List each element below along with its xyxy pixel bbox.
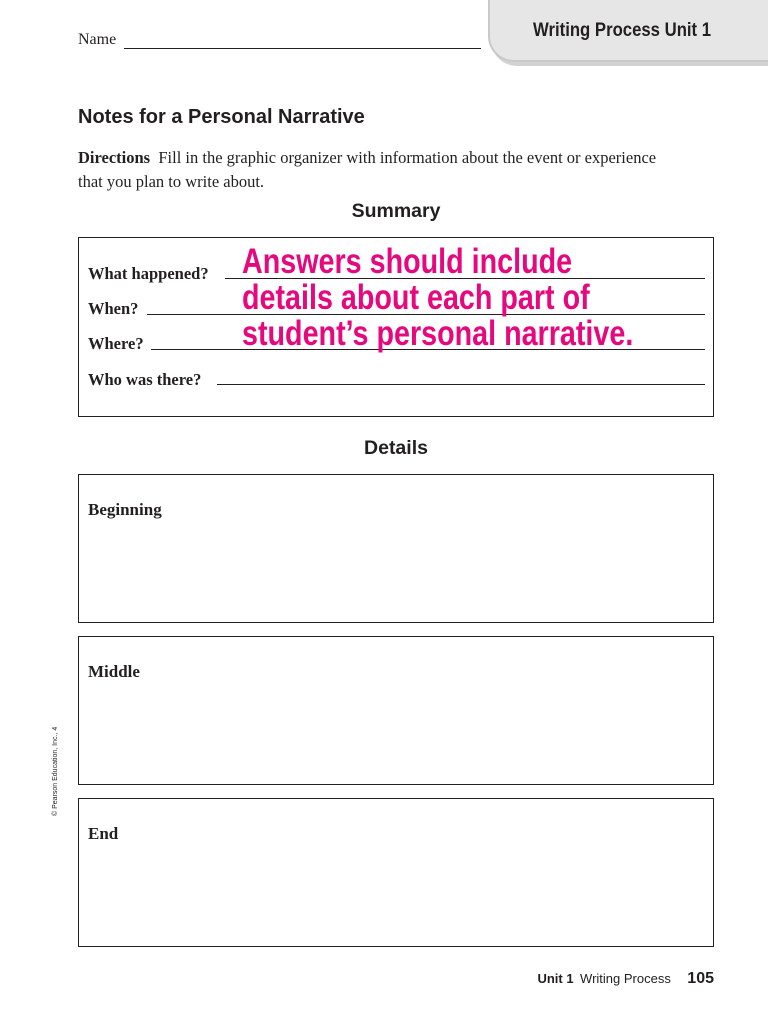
- details-box-end[interactable]: [78, 798, 714, 947]
- details-label-beginning: Beginning: [88, 500, 162, 519]
- question-who-was-there: Who was there?: [88, 370, 202, 389]
- answer-note-line: Answers should include: [242, 242, 573, 281]
- answer-note-line: student’s personal narrative.: [242, 314, 634, 353]
- answer-note-line: details about each part of: [242, 278, 590, 317]
- page-number: 105: [687, 970, 714, 987]
- directions-label: Directions: [78, 148, 151, 167]
- question-what-happened: What happened?: [88, 264, 209, 283]
- details-box-middle[interactable]: [78, 636, 714, 785]
- answer-line-who-was-there[interactable]: [217, 384, 705, 385]
- name-label: Name: [78, 31, 117, 48]
- details-box-beginning[interactable]: [78, 474, 714, 623]
- footer-section: Writing Process: [580, 971, 671, 986]
- copyright-notice: © Pearson Education, Inc., 4: [52, 726, 59, 816]
- page-title: Notes for a Personal Narrative: [78, 106, 365, 128]
- details-heading: Details: [364, 437, 428, 459]
- question-when: When?: [88, 299, 139, 318]
- footer-unit: Unit 1: [537, 971, 574, 986]
- name-field[interactable]: [124, 48, 481, 49]
- unit-tab-label: Writing Process Unit 1: [533, 20, 712, 41]
- page-footer: [0, 970, 714, 988]
- directions-text: Fill in the graphic organizer with information about the event or experience that you plan to write about.: [78, 148, 657, 191]
- question-where: Where?: [88, 334, 144, 353]
- summary-heading: Summary: [351, 200, 441, 222]
- directions: [78, 146, 678, 194]
- details-label-end: End: [88, 824, 119, 843]
- details-label-middle: Middle: [88, 662, 140, 681]
- answer-note: [242, 242, 634, 353]
